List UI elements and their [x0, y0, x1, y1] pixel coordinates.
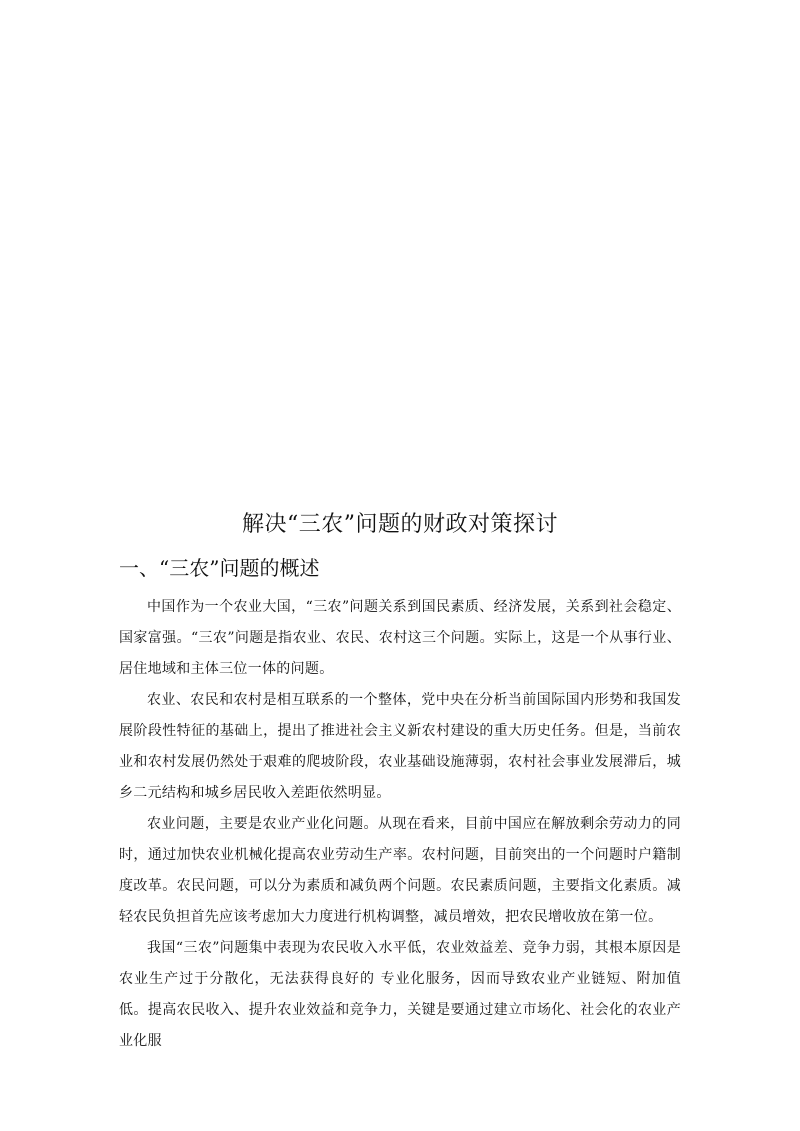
- paragraph-1: 中国作为一个农业大国，“三农”问题关系到国民素质、经济发展，关系到社会稳定、国家富强。“三农”问题是指农业、农民、农村这三个问题。实际上，这是一个从事行业、居住地域和主体三位一体的问题。: [119, 599, 681, 677]
- document-body: [119, 508, 681, 1057]
- section-heading: 一、“三农”问题的概述: [119, 556, 320, 580]
- paragraph-2: 农业、农民和农村是相互联系的一个整体，党中央在分析当前国际国内形势和我国发展阶段性特征的基础上，提出了推进社会主义新农村建设的重大历史任务。但是，当前农业和农村发展仍然处于艰难的爬坡阶段，农业基础设施薄弱，农村社会事业发展滞后，城乡二元结构和城乡居民收入差距依然明显。: [119, 692, 681, 801]
- paragraph-3: 农业问题，主要是农业产业化问题。从现在看来，目前中国应在解放剩余劳动力的同时，通过加快农业机械化提高农业劳动生产率。农村问题，目前突出的一个问题时户籍制度改革。农民问题，可以分为素质和减负两个问题。农民素质问题，主要指文化素质。减轻农民负担首先应该考虑加大力度进行机构调整，减员增效，把农民增收放在第一位。: [119, 816, 681, 925]
- document-title: 解决“三农”问题的财政对策探讨: [242, 512, 558, 537]
- paragraph-4: 我国“三农”问题集中表现为农民收入水平低，农业效益差、竞争力弱，其根本原因是农业生产过于分散化，无法获得良好的 专业化服务，因而导致农业产业链短、附加值低。提高农民收入、提升农业效益和竞争力，关键是要通过建立市场化、社会化的农业产业化服: [119, 940, 681, 1049]
